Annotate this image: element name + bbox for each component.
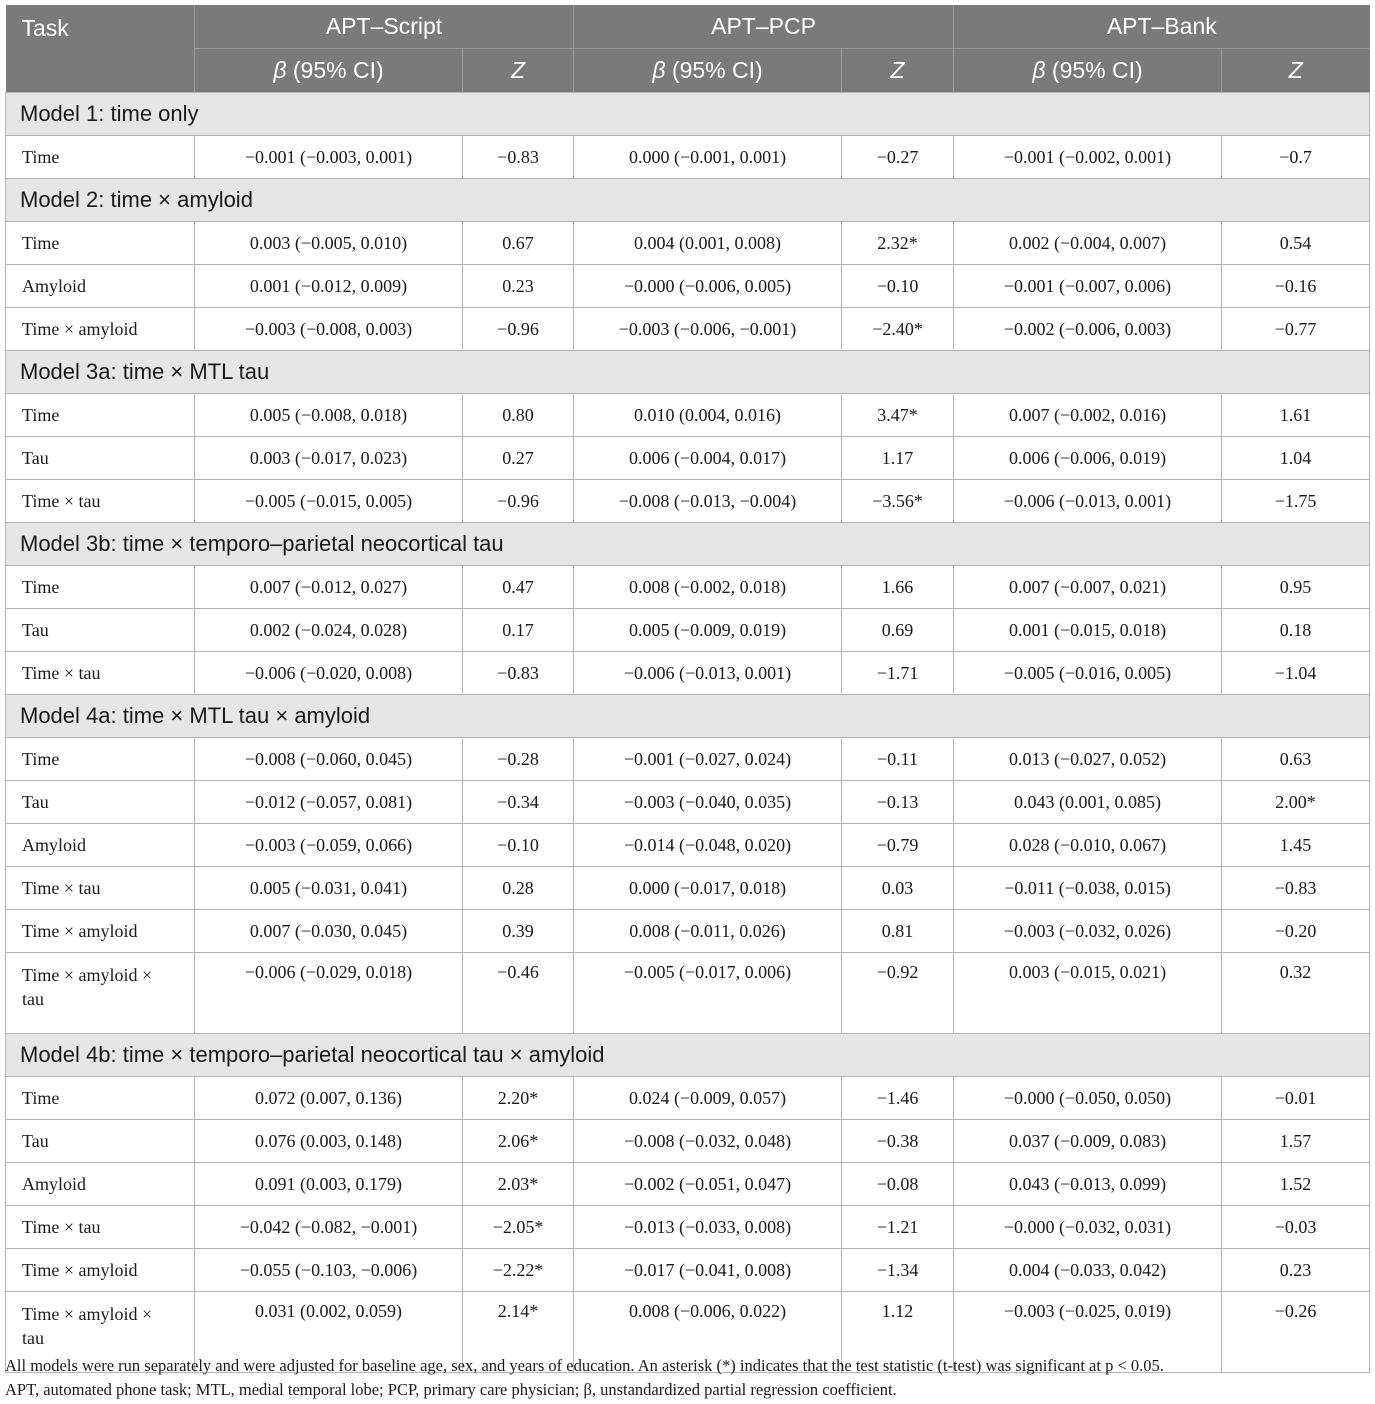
z-value-cell: −0.13 <box>842 781 954 824</box>
z-value-cell: −0.79 <box>842 824 954 867</box>
results-table-container <box>5 5 1369 1373</box>
z-value-cell: −0.11 <box>842 738 954 781</box>
z-value-cell: 1.12 <box>842 1292 954 1373</box>
beta-ci-cell: 0.003 (−0.017, 0.023) <box>195 437 463 480</box>
z-value-cell: 3.47* <box>842 394 954 437</box>
beta-ci-cell: 0.008 (−0.006, 0.022) <box>574 1292 842 1373</box>
row-label: Amyloid <box>6 824 195 867</box>
row-label: Time <box>6 738 195 781</box>
row-label: Time <box>6 1077 195 1120</box>
beta-ci-cell: −0.001 (−0.027, 0.024) <box>574 738 842 781</box>
beta-ci-cell: −0.003 (−0.040, 0.035) <box>574 781 842 824</box>
z-value-cell: −1.46 <box>842 1077 954 1120</box>
z-value-cell: −2.40* <box>842 308 954 351</box>
z-value-cell: 0.47 <box>463 566 574 609</box>
beta-ci-cell: −0.001 (−0.003, 0.001) <box>195 136 463 179</box>
z-value-cell: 0.23 <box>463 265 574 308</box>
table-row <box>6 1163 1370 1206</box>
z-value-cell: −0.03 <box>1222 1206 1370 1249</box>
beta-ci-cell: 0.003 (−0.015, 0.021) <box>954 953 1222 1034</box>
beta-ci-cell: −0.002 (−0.006, 0.003) <box>954 308 1222 351</box>
row-label-line: tau <box>22 989 44 1009</box>
table-row <box>6 1249 1370 1292</box>
z-value-cell: 1.57 <box>1222 1120 1370 1163</box>
z-value-cell: −0.96 <box>463 308 574 351</box>
row-label: Tau <box>6 437 195 480</box>
table-row <box>6 308 1370 351</box>
z-value-cell: 0.69 <box>842 609 954 652</box>
z-value-cell: 2.32* <box>842 222 954 265</box>
z-value-cell: −0.92 <box>842 953 954 1034</box>
beta-ci-cell: 0.076 (0.003, 0.148) <box>195 1120 463 1163</box>
beta-ci-cell: 0.031 (0.002, 0.059) <box>195 1292 463 1373</box>
beta-ci-cell: −0.000 (−0.032, 0.031) <box>954 1206 1222 1249</box>
model-section-title: Model 2: time × amyloid <box>6 179 1370 222</box>
beta-ci-cell: −0.003 (−0.025, 0.019) <box>954 1292 1222 1373</box>
header-apt-pcp: APT–PCP <box>574 5 954 49</box>
beta-ci-cell: −0.000 (−0.050, 0.050) <box>954 1077 1222 1120</box>
z-value-cell: 0.32 <box>1222 953 1370 1034</box>
header-z: Z <box>842 49 954 93</box>
beta-ci-cell: −0.003 (−0.059, 0.066) <box>195 824 463 867</box>
beta-ci-cell: 0.008 (−0.002, 0.018) <box>574 566 842 609</box>
header-apt-script: APT–Script <box>195 5 574 49</box>
z-value-cell: 0.23 <box>1222 1249 1370 1292</box>
header-beta-ci <box>954 49 1222 93</box>
table-body <box>6 93 1370 1373</box>
row-label: Time × amyloid <box>6 910 195 953</box>
beta-ci-cell: 0.005 (−0.009, 0.019) <box>574 609 842 652</box>
table-row <box>6 566 1370 609</box>
regression-results-table <box>5 5 1370 1373</box>
beta-ci-cell: 0.008 (−0.011, 0.026) <box>574 910 842 953</box>
z-value-cell: 0.17 <box>463 609 574 652</box>
beta-symbol: β <box>652 57 666 83</box>
beta-ci-cell: −0.008 (−0.013, −0.004) <box>574 480 842 523</box>
header-beta-ci <box>574 49 842 93</box>
beta-ci-cell: −0.014 (−0.048, 0.020) <box>574 824 842 867</box>
z-value-cell: 0.39 <box>463 910 574 953</box>
beta-ci-cell: 0.007 (−0.002, 0.016) <box>954 394 1222 437</box>
z-value-cell: 1.04 <box>1222 437 1370 480</box>
beta-ci-cell: −0.001 (−0.007, 0.006) <box>954 265 1222 308</box>
z-value-cell: 1.61 <box>1222 394 1370 437</box>
table-row <box>6 222 1370 265</box>
z-value-cell: −1.75 <box>1222 480 1370 523</box>
z-value-cell: 0.95 <box>1222 566 1370 609</box>
beta-ci-cell: −0.006 (−0.020, 0.008) <box>195 652 463 695</box>
beta-ci-cell: −0.005 (−0.017, 0.006) <box>574 953 842 1034</box>
beta-ci-cell: −0.042 (−0.082, −0.001) <box>195 1206 463 1249</box>
z-value-cell: −2.22* <box>463 1249 574 1292</box>
table-row <box>6 910 1370 953</box>
row-label: Amyloid <box>6 1163 195 1206</box>
header-z: Z <box>463 49 574 93</box>
z-value-cell: −0.83 <box>463 652 574 695</box>
beta-ci-cell: 0.005 (−0.008, 0.018) <box>195 394 463 437</box>
z-value-cell: 0.63 <box>1222 738 1370 781</box>
row-label: Time × tau <box>6 652 195 695</box>
z-value-cell: 2.14* <box>463 1292 574 1373</box>
row-label: Tau <box>6 1120 195 1163</box>
beta-ci-cell: −0.001 (−0.002, 0.001) <box>954 136 1222 179</box>
footnote-abbreviations: APT, automated phone task; MTL, medial temporal lobe; PCP, primary care physician; β, unstandardized partial regression coefficient. <box>5 1380 897 1399</box>
beta-ci-cell: 0.002 (−0.004, 0.007) <box>954 222 1222 265</box>
table-row <box>6 1206 1370 1249</box>
header-z: Z <box>1222 49 1370 93</box>
beta-symbol: β <box>1032 57 1046 83</box>
model-section-title: Model 3a: time × MTL tau <box>6 351 1370 394</box>
beta-ci-cell: −0.005 (−0.015, 0.005) <box>195 480 463 523</box>
z-value-cell: −0.01 <box>1222 1077 1370 1120</box>
z-value-cell: −0.7 <box>1222 136 1370 179</box>
z-value-cell: 2.00* <box>1222 781 1370 824</box>
row-label <box>6 953 195 1034</box>
model-section-row <box>6 93 1370 136</box>
beta-ci-cell: −0.003 (−0.008, 0.003) <box>195 308 463 351</box>
z-value-cell: −1.71 <box>842 652 954 695</box>
row-label: Tau <box>6 609 195 652</box>
beta-ci-cell: −0.006 (−0.029, 0.018) <box>195 953 463 1034</box>
table-row <box>6 652 1370 695</box>
beta-ci-cell: 0.024 (−0.009, 0.057) <box>574 1077 842 1120</box>
beta-ci-cell: 0.001 (−0.012, 0.009) <box>195 265 463 308</box>
z-value-cell: 0.54 <box>1222 222 1370 265</box>
row-label: Time × tau <box>6 1206 195 1249</box>
beta-ci-cell: −0.006 (−0.013, 0.001) <box>574 652 842 695</box>
table-row <box>6 394 1370 437</box>
beta-ci-cell: −0.003 (−0.006, −0.001) <box>574 308 842 351</box>
row-label: Time × amyloid <box>6 1249 195 1292</box>
beta-ci-cell: −0.013 (−0.033, 0.008) <box>574 1206 842 1249</box>
z-value-cell: −0.83 <box>1222 867 1370 910</box>
z-value-cell: −2.05* <box>463 1206 574 1249</box>
model-section-title: Model 1: time only <box>6 93 1370 136</box>
table-row <box>6 781 1370 824</box>
beta-ci-cell: 0.007 (−0.030, 0.045) <box>195 910 463 953</box>
z-value-cell: −0.77 <box>1222 308 1370 351</box>
z-value-cell: −0.27 <box>842 136 954 179</box>
beta-ci-text: (95% CI) <box>286 57 384 83</box>
table-header <box>6 5 1370 93</box>
beta-ci-cell: 0.001 (−0.015, 0.018) <box>954 609 1222 652</box>
z-value-cell: −3.56* <box>842 480 954 523</box>
beta-ci-cell: 0.006 (−0.006, 0.019) <box>954 437 1222 480</box>
table-row <box>6 953 1370 1034</box>
row-label: Time <box>6 136 195 179</box>
model-section-title: Model 4b: time × temporo–parietal neocortical tau × amyloid <box>6 1034 1370 1077</box>
beta-ci-cell: 0.004 (0.001, 0.008) <box>574 222 842 265</box>
row-label: Time <box>6 394 195 437</box>
beta-ci-cell: 0.000 (−0.017, 0.018) <box>574 867 842 910</box>
row-label: Time <box>6 566 195 609</box>
z-value-cell: 1.66 <box>842 566 954 609</box>
table-row <box>6 265 1370 308</box>
z-value-cell: −0.20 <box>1222 910 1370 953</box>
beta-symbol: β <box>273 57 287 83</box>
z-value-cell: 2.03* <box>463 1163 574 1206</box>
z-value-cell: −0.26 <box>1222 1292 1370 1373</box>
row-label: Time <box>6 222 195 265</box>
table-footnotes <box>5 1354 1369 1402</box>
beta-ci-cell: 0.003 (−0.005, 0.010) <box>195 222 463 265</box>
table-row <box>6 609 1370 652</box>
z-value-cell: 1.45 <box>1222 824 1370 867</box>
row-label: Time × tau <box>6 867 195 910</box>
model-section-title: Model 3b: time × temporo–parietal neocortical tau <box>6 523 1370 566</box>
z-value-cell: −1.34 <box>842 1249 954 1292</box>
footnote-adjustment: All models were run separately and were adjusted for baseline age, sex, and years of education. An asterisk (*) indicates that the test statistic (t-test) was significant at p < 0.05. <box>5 1356 1164 1375</box>
z-value-cell: −0.46 <box>463 953 574 1034</box>
table-row <box>6 738 1370 781</box>
beta-ci-cell: 0.000 (−0.001, 0.001) <box>574 136 842 179</box>
header-beta-ci <box>195 49 463 93</box>
beta-ci-cell: 0.013 (−0.027, 0.052) <box>954 738 1222 781</box>
z-value-cell: −0.10 <box>842 265 954 308</box>
z-value-cell: 0.18 <box>1222 609 1370 652</box>
z-value-cell: 0.67 <box>463 222 574 265</box>
beta-ci-cell: 0.072 (0.007, 0.136) <box>195 1077 463 1120</box>
z-value-cell: 0.03 <box>842 867 954 910</box>
beta-ci-cell: 0.007 (−0.007, 0.021) <box>954 566 1222 609</box>
z-value-cell: −0.34 <box>463 781 574 824</box>
header-apt-bank: APT–Bank <box>954 5 1370 49</box>
beta-ci-cell: 0.010 (0.004, 0.016) <box>574 394 842 437</box>
table-row <box>6 1120 1370 1163</box>
model-section-row <box>6 523 1370 566</box>
z-value-cell: −0.10 <box>463 824 574 867</box>
z-value-cell: 0.28 <box>463 867 574 910</box>
beta-ci-cell: −0.000 (−0.006, 0.005) <box>574 265 842 308</box>
table-row <box>6 1077 1370 1120</box>
z-value-cell: 2.06* <box>463 1120 574 1163</box>
z-value-cell: −0.28 <box>463 738 574 781</box>
beta-ci-cell: −0.008 (−0.060, 0.045) <box>195 738 463 781</box>
z-value-cell: −0.38 <box>842 1120 954 1163</box>
z-value-cell: 1.52 <box>1222 1163 1370 1206</box>
beta-ci-text: (95% CI) <box>665 57 763 83</box>
model-section-row <box>6 1034 1370 1077</box>
z-value-cell: 0.81 <box>842 910 954 953</box>
row-label-line: Time × amyloid × <box>22 1304 153 1324</box>
beta-ci-cell: −0.003 (−0.032, 0.026) <box>954 910 1222 953</box>
row-label: Tau <box>6 781 195 824</box>
z-value-cell: −0.16 <box>1222 265 1370 308</box>
beta-ci-cell: −0.008 (−0.032, 0.048) <box>574 1120 842 1163</box>
z-value-cell: −0.96 <box>463 480 574 523</box>
row-label: Amyloid <box>6 265 195 308</box>
beta-ci-cell: 0.004 (−0.033, 0.042) <box>954 1249 1222 1292</box>
table-row <box>6 480 1370 523</box>
row-label: Time × amyloid <box>6 308 195 351</box>
beta-ci-cell: −0.055 (−0.103, −0.006) <box>195 1249 463 1292</box>
z-value-cell: −0.83 <box>463 136 574 179</box>
table-row <box>6 136 1370 179</box>
z-value-cell: −0.08 <box>842 1163 954 1206</box>
model-section-title: Model 4a: time × MTL tau × amyloid <box>6 695 1370 738</box>
beta-ci-cell: 0.043 (0.001, 0.085) <box>954 781 1222 824</box>
table-row <box>6 437 1370 480</box>
beta-ci-cell: 0.007 (−0.012, 0.027) <box>195 566 463 609</box>
beta-ci-cell: 0.006 (−0.004, 0.017) <box>574 437 842 480</box>
z-value-cell: −1.21 <box>842 1206 954 1249</box>
beta-ci-cell: −0.006 (−0.013, 0.001) <box>954 480 1222 523</box>
z-value-cell: 0.27 <box>463 437 574 480</box>
beta-ci-cell: 0.037 (−0.009, 0.083) <box>954 1120 1222 1163</box>
z-value-cell: 0.80 <box>463 394 574 437</box>
beta-ci-cell: 0.002 (−0.024, 0.028) <box>195 609 463 652</box>
beta-ci-cell: 0.005 (−0.031, 0.041) <box>195 867 463 910</box>
table-row <box>6 824 1370 867</box>
header-task: Task <box>6 5 195 93</box>
beta-ci-text: (95% CI) <box>1045 57 1143 83</box>
row-label: Time × tau <box>6 480 195 523</box>
model-section-row <box>6 351 1370 394</box>
z-value-cell: 1.17 <box>842 437 954 480</box>
beta-ci-cell: −0.005 (−0.016, 0.005) <box>954 652 1222 695</box>
beta-ci-cell: −0.002 (−0.051, 0.047) <box>574 1163 842 1206</box>
table-row <box>6 867 1370 910</box>
beta-ci-cell: 0.091 (0.003, 0.179) <box>195 1163 463 1206</box>
beta-ci-cell: −0.017 (−0.041, 0.008) <box>574 1249 842 1292</box>
model-section-row <box>6 179 1370 222</box>
z-value-cell: 2.20* <box>463 1077 574 1120</box>
model-section-row <box>6 695 1370 738</box>
beta-ci-cell: −0.012 (−0.057, 0.081) <box>195 781 463 824</box>
beta-ci-cell: −0.011 (−0.038, 0.015) <box>954 867 1222 910</box>
row-label-line: Time × amyloid × <box>22 965 153 985</box>
z-value-cell: −1.04 <box>1222 652 1370 695</box>
row-label-line: tau <box>22 1328 44 1348</box>
beta-ci-cell: 0.028 (−0.010, 0.067) <box>954 824 1222 867</box>
beta-ci-cell: 0.043 (−0.013, 0.099) <box>954 1163 1222 1206</box>
